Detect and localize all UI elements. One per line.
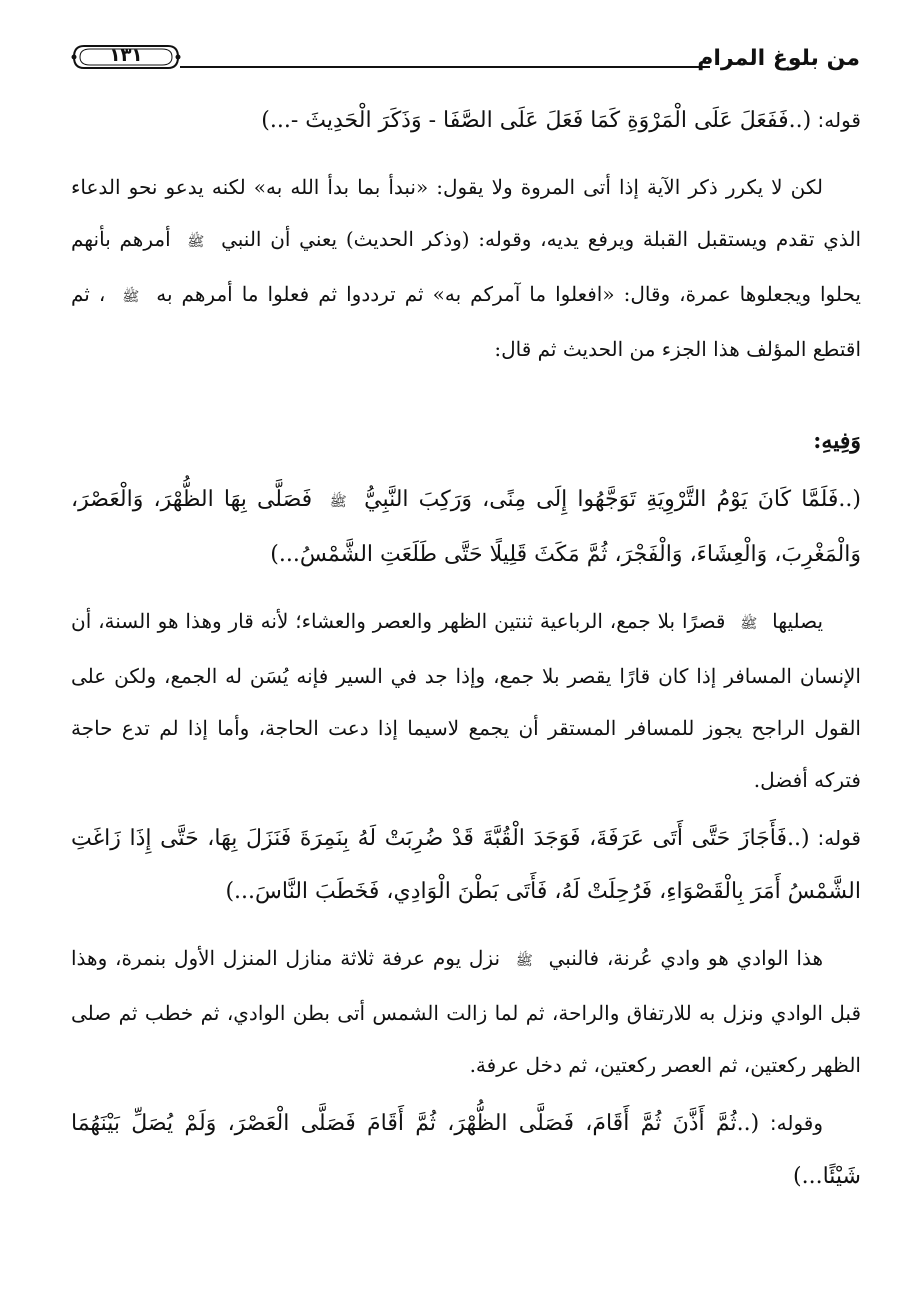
hadith-quote: (..ثُمَّ أَذَّنَ ثُمَّ أَقَامَ، فَصَلَّى الظُّهْرَ، ثُمَّ أَقَامَ فَصَلَّى الْعَصْرَ، وَلَمْ يُصَلِّ بَيْنَهُمَا شَيْئًا...) (71, 1111, 861, 1189)
hadith-quote: فَصَلَّى بِهَا الظُّهْرَ، وَالْعَصْرَ، وَالْمَغْرِبَ، وَالْعِشَاءَ، وَالْفَجْرَ، ثُمَّ مَكَثَ قَلِيلًا حَتَّى طَلَعَتِ الشَّمْسُ...) (71, 487, 861, 567)
commentary-text: قصرًا بلا جمع، الرباعية ثنتين الظهر والعصر والعشاء؛ لأنه قار وهذا هو السنة، أن الإنسان المسافر إذا كان قارًا يقصر بلا جمع، وإذا جد في السير فإنه يُسَن له الجمع، ولكن على القول الراجح يجوز للمسافر المستقر أن يجمع لاسيما إذا دعت الحاجة، وأما إذا لم تدع حاجة فتركه أفضل. (71, 609, 861, 792)
salawat-icon: ﷺ (187, 234, 205, 250)
paragraph-label: وقوله: (769, 1111, 823, 1135)
commentary-text: ، ثم اقتطع المؤلف هذا الجزء من الحديث ثم قال: (71, 282, 861, 361)
paragraph-label: قوله: (817, 826, 861, 850)
salawat-icon: ﷺ (122, 289, 140, 305)
paragraph-8 (71, 1097, 861, 1203)
salawat-icon: ﷺ (740, 616, 758, 632)
salawat-icon: ﷺ (515, 953, 533, 969)
paragraph-4 (71, 473, 861, 581)
commentary-text: أمرهم بأنهم يحلوا ويجعلوها عمرة، وقال: «افعلوا ما آمركم به» ثم ترددوا ثم فعلوا ما أمرهم به (71, 227, 861, 306)
paragraph-2 (71, 161, 861, 375)
hadith-quote: (..فَأَجَازَ حَتَّى أَتَى عَرَفَةَ، فَوَجَدَ الْقُبَّةَ قَدْ ضُرِبَتْ لَهُ بِنَمِرَةَ فَنَزَلَ بِهَا، حَتَّى إِذَا زَاغَتِ الشَّمْسُ أَمَرَ بِالْقَصْوَاءِ، فَرُحِلَتْ لَهُ، فَأَتَى بَطْنَ الْوَادِي، فَخَطَبَ النَّاسَ...) (71, 826, 861, 904)
page-body (71, 88, 861, 1203)
paragraph-6 (71, 812, 861, 918)
page-header (70, 36, 860, 86)
commentary-text: يصليها (772, 609, 824, 633)
page-number-frame (70, 42, 182, 72)
hadith-quote: (..فَلَمَّا كَانَ يَوْمُ التَّرْوِيَةِ تَوَجَّهُوا إِلَى مِنًى، وَرَكِبَ النَّبِيُّ (364, 487, 861, 512)
paragraph-5 (71, 595, 861, 806)
paragraph-label: قوله: (817, 108, 861, 132)
commentary-text: نزل يوم عرفة ثلاثة منازل المنزل الأول بنمرة، وهذا قبل الوادي ونزل به للارتفاق والراحة، ثم لما زالت الشمس أتى بطن الوادي، ثم خطب ثم صلى الظهر ركعتين، ثم العصر ركعتين، ثم دخل عرفة. (71, 946, 861, 1077)
book-title: من بلوغ المرام (697, 46, 860, 71)
paragraph-1 (71, 94, 861, 147)
header-rule (180, 66, 710, 68)
section-label: وَفِيهِ: (813, 428, 861, 454)
page-number: ١٣١ (109, 45, 143, 66)
paragraph-7 (71, 932, 861, 1091)
hadith-quote: (..فَفَعَلَ عَلَى الْمَرْوَةِ كَمَا فَعَلَ عَلَى الصَّفَا - وَذَكَرَ الْحَدِيثَ -...) (261, 108, 812, 133)
commentary-text: لكن لا يكرر ذكر الآية إذا أتى المروة ولا يقول: «نبدأ بما بدأ الله به» لكنه يدعو نحو الدعاء الذي تقدم ويستقبل القبلة ويرفع يديه، وقوله: (وذكر الحديث) يعني أن النبي (71, 175, 862, 251)
salawat-icon: ﷺ (329, 494, 347, 510)
commentary-text: هذا الوادي هو وادي عُرنة، فالنبي (548, 946, 824, 970)
